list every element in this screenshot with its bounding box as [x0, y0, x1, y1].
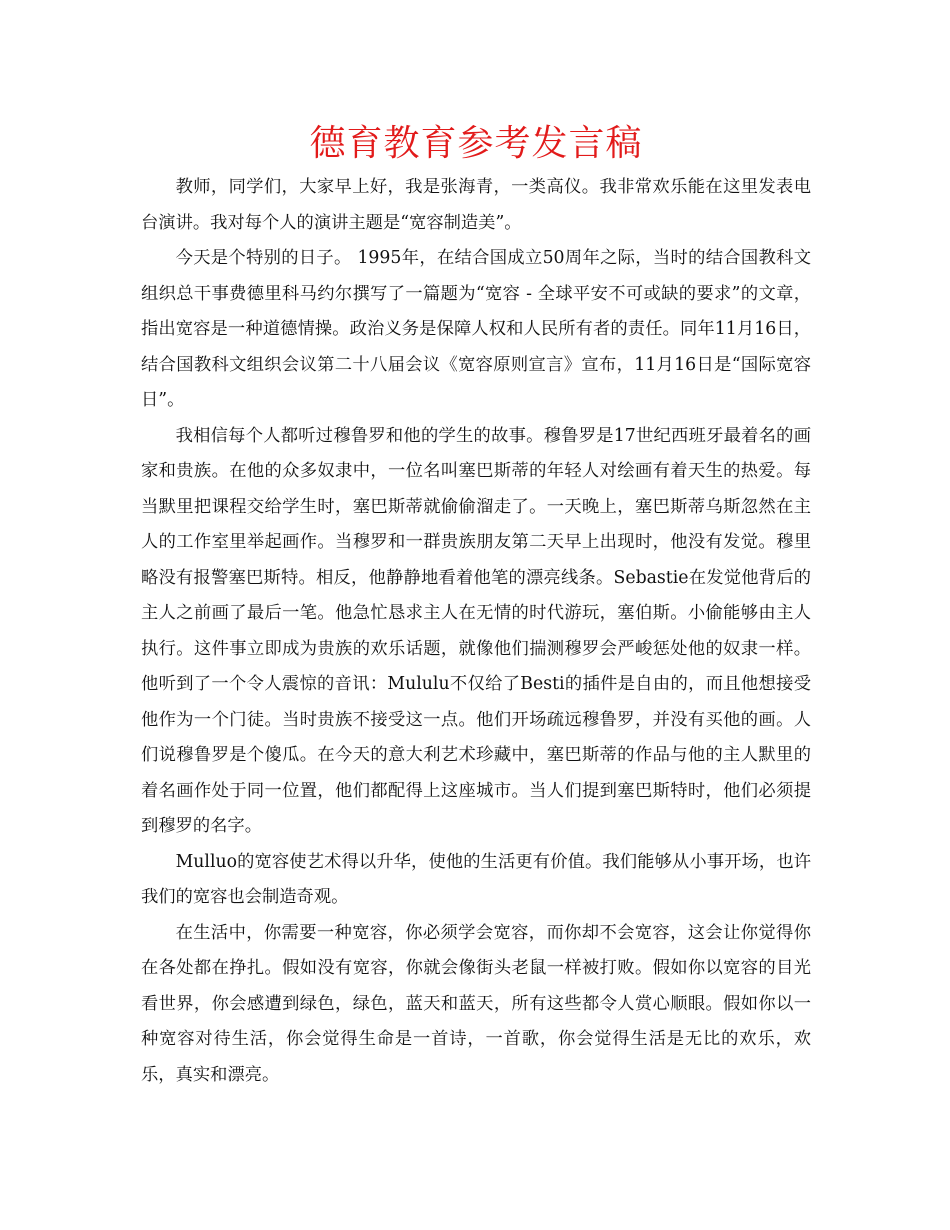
document-title: 德育教育参考发言稿 [309, 123, 643, 164]
paragraph-5: 在生活中，你需要一种宽容，你必须学会宽容，而你却不会宽容，这会让你觉得你在各处都在挣扎。假如没有宽容，你就会像街头老鼠一样被打败。假如你以宽容的目光看世界，你会感遭到绿色，绿色，蓝天和蓝天，所有这些都令人赏心顺眼。假如你以一种宽容对待生活，你会觉得生命是一首诗，一首歌，你会觉得生活是无比的欢乐，欢乐，真实和漂亮。 [141, 922, 811, 1085]
paragraph-3: 我相信每个人都听过穆鲁罗和他的学生的故事。穆鲁罗是17世纪西班牙最着名的画家和贵族。在他的众多奴隶中，一位名叫塞巴斯蒂的年轻人对绘画有着天生的热爱。每当默里把课程交给学生时，塞巴斯蒂就偷偷溜走了。一天晚上，塞巴斯蒂乌斯忽然在主人的工作室里举起画作。当穆罗和一群贵族朋友第二天早上出现时，他没有发觉。穆里略没有报警塞巴斯特。相反，他静静地看着他笔的漂亮线条。Sebastie在发觉他背后的主人之前画了最后一笔。他急忙恳求主人在无情的时代游玩，塞伯斯。小偷能够由主人执行。这件事立即成为贵族的欢乐话题，就像他们揣测穆罗会严峻惩处他的奴隶一样。他听到了一个令人震惊的音讯：Mululu不仅给了Besti的插件是自由的，而且他想接受他作为一个门徒。当时贵族不接受这一点。他们开场疏远穆鲁罗，并没有买他的画。人们说穆鲁罗是个傻瓜。在今天的意大利艺术珍藏中，塞巴斯蒂的作品与他的主人默里的着名画作处于同一位置，他们都配得上这座城市。当人们提到塞巴斯特时，他们必须提到穆罗的名字。 [141, 425, 811, 836]
paragraph-2: 今天是个特别的日子。 1995年，在结合国成立50周年之际，当时的结合国教科文组织总干事费德里科马约尔撰写了一篇题为“宽容 - 全球平安不可或缺的要求”的文章，指出宽容是一种道德情操。政治义务是保障人权和人民所有者的责任。同年11月16日，结合国教科文组织会议第二十八届会议《宽容原则宣言》宣布，11月16日是“国际宽容日”。 [141, 248, 811, 410]
paragraph-1: 教师，同学们，大家早上好，我是张海青，一类高仪。我非常欢乐能在这里发表电台演讲。我对每个人的演讲主题是“宽容制造美”。 [141, 177, 811, 233]
paragraph-4: Mulluo的宽容使艺术得以升华，使他的生活更有价值。我们能够从小事开场，也许我们的宽容也会制造奇观。 [141, 851, 811, 907]
document-page [141, 118, 811, 1093]
